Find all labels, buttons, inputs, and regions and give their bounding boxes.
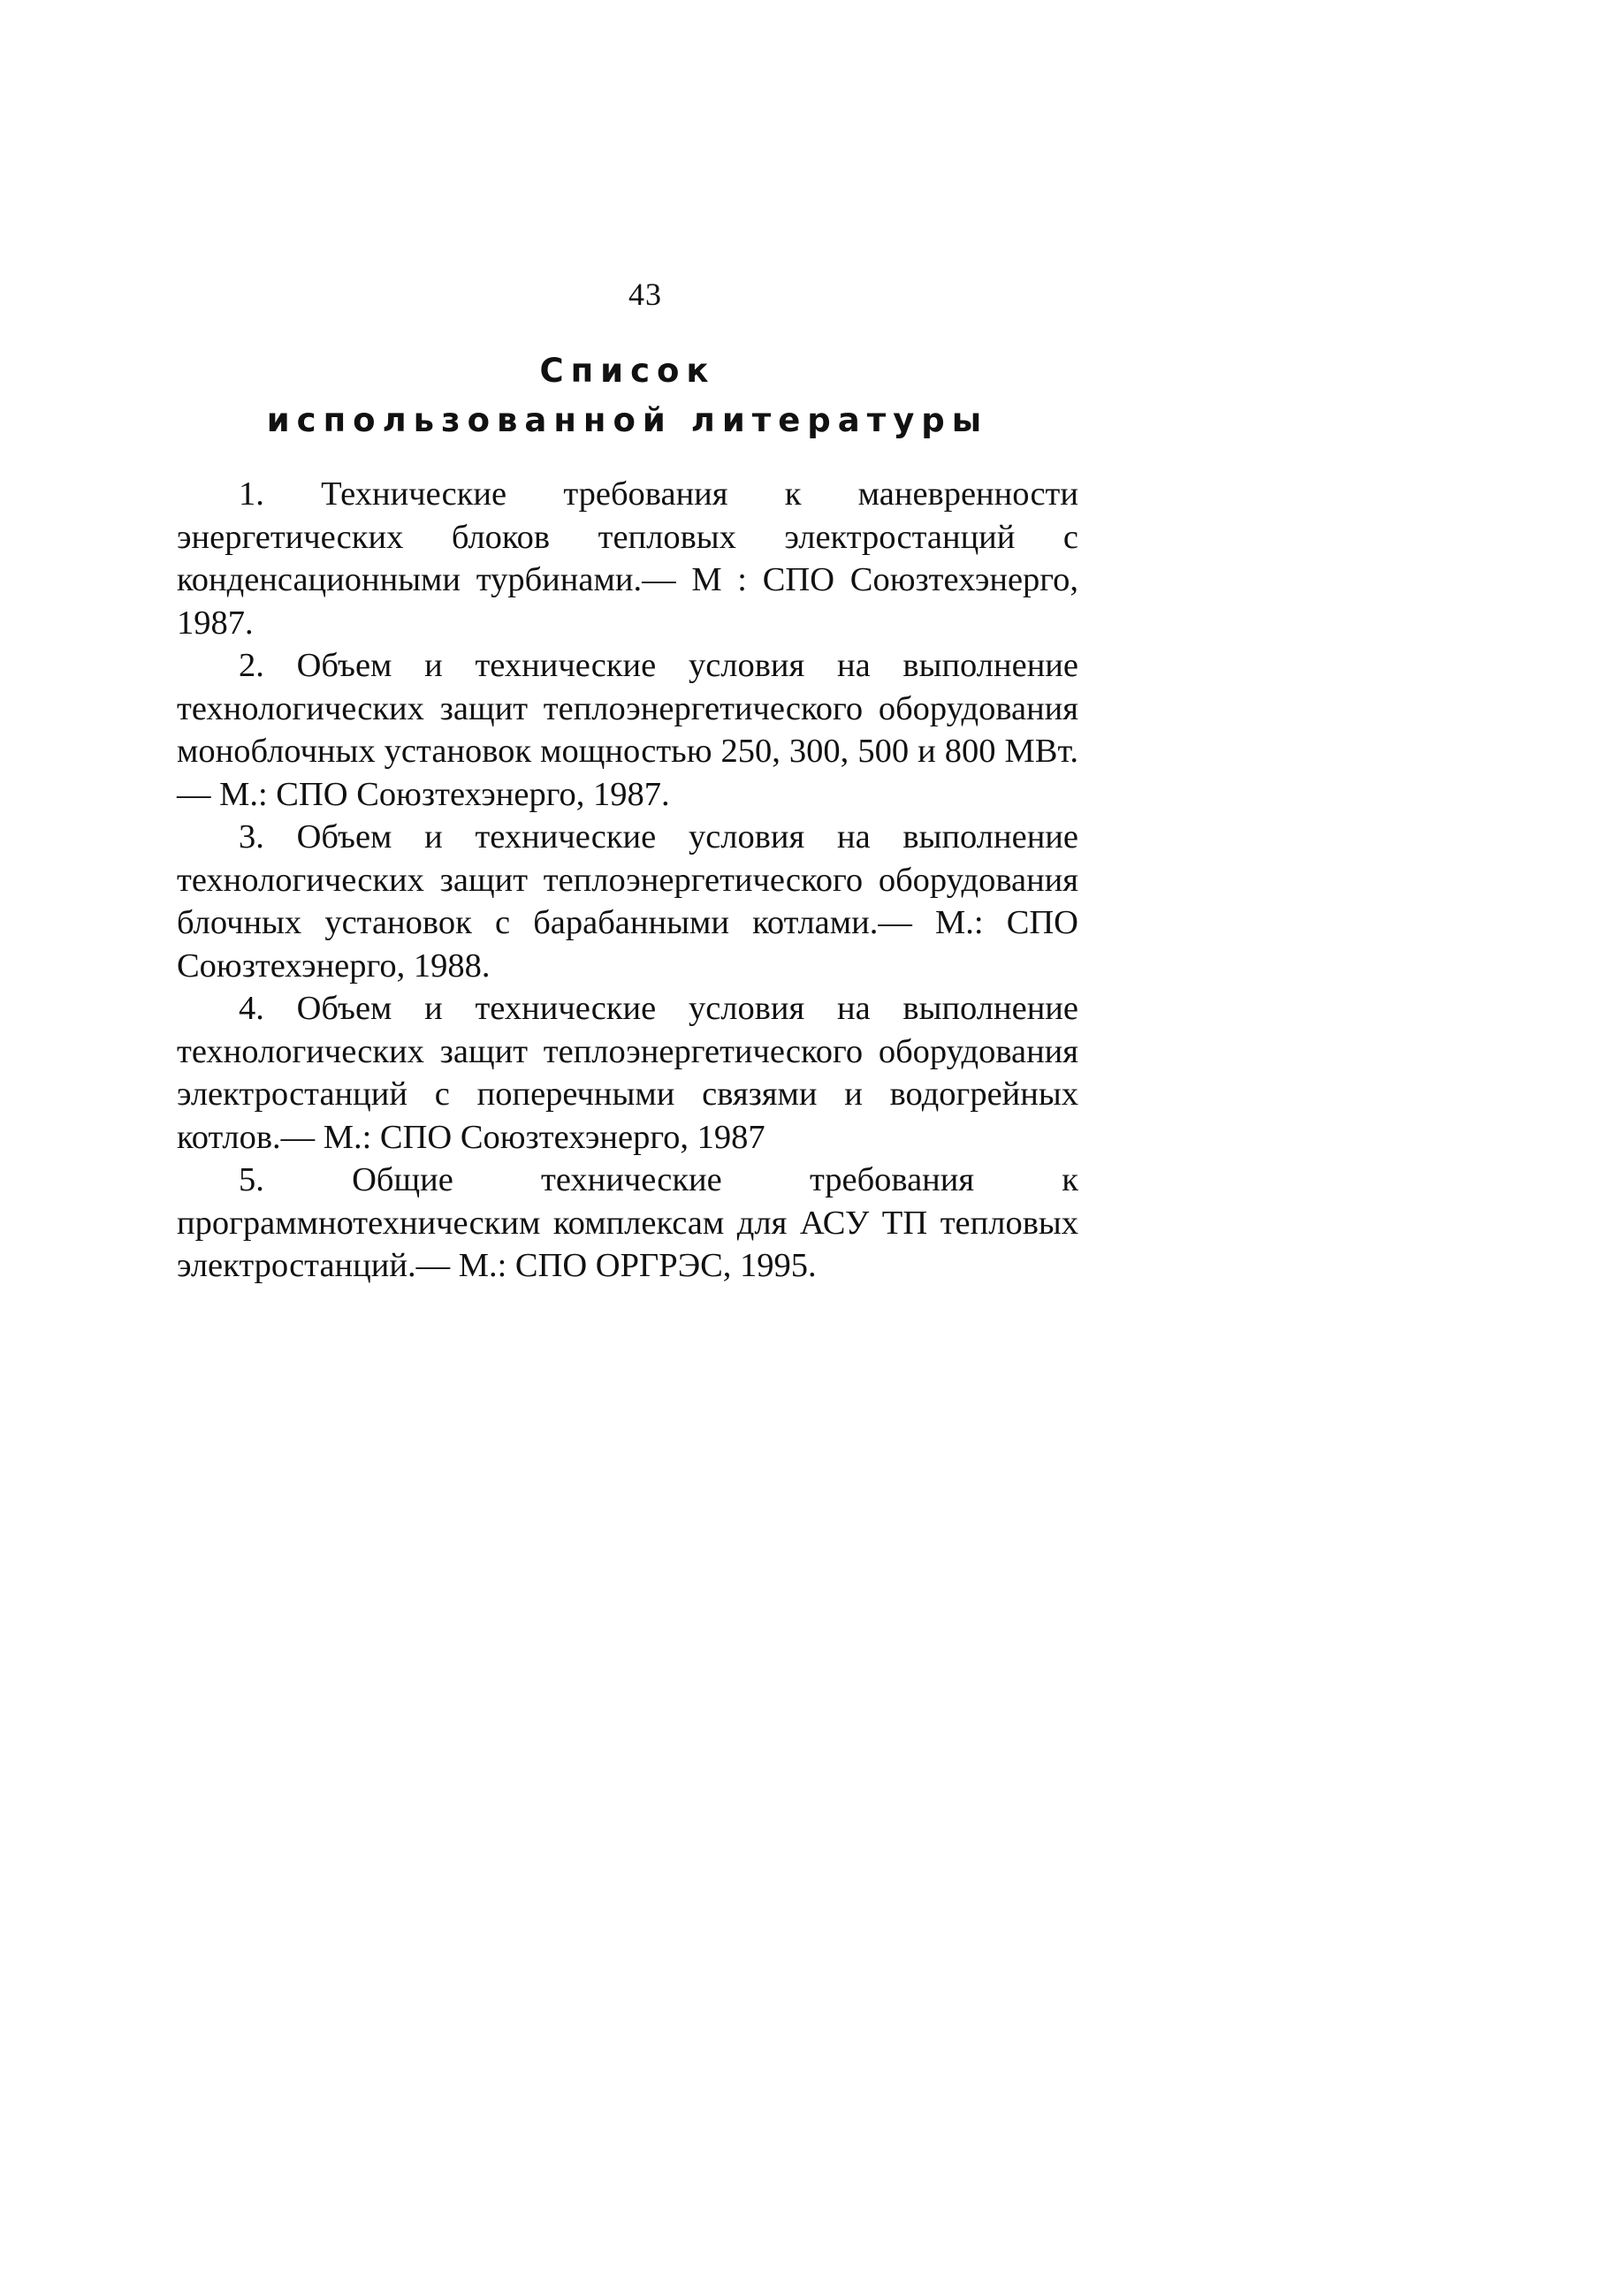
- reference-item: 3. Объем и технические условия на выполнение технологических защит теплоэнергетического оборудования блочных установок с барабанными котлами.— М.: СПО Союзтехэнерго, 1988.: [177, 818, 1078, 985]
- reference-list: [177, 473, 1078, 1288]
- reference-item: 5. Общие технические требования к программнотехническим комплексам для АСУ ТП тепловых электростанций.— М.: СПО ОРГРЭС, 1995.: [177, 1161, 1078, 1284]
- reference-item: 2. Объем и технические условия на выполнение технологических защит теплоэнергетического оборудования моноблочных установок мощностью 250, 300, 500 и 800 МВт.— М.: СПО Союзтехэнерго, 1987.: [177, 647, 1078, 813]
- heading-line-1: Список: [539, 352, 716, 390]
- heading-line-2: использованной литературы: [266, 401, 989, 439]
- reference-item: 1. Технические требования к маневренности энергетических блоков тепловых электростанций с конденсационными турбинами.— М : СПО Союзтехэнерго, 1987.: [177, 475, 1078, 642]
- section-heading: [177, 346, 1078, 445]
- page-number: 43: [628, 277, 662, 312]
- reference-item: 4. Объем и технические условия на выполнение технологических защит теплоэнергетического оборудования электростанций с поперечными связями и водогрейных котлов.— М.: СПО Союзтехэнерго, 1987: [177, 990, 1078, 1156]
